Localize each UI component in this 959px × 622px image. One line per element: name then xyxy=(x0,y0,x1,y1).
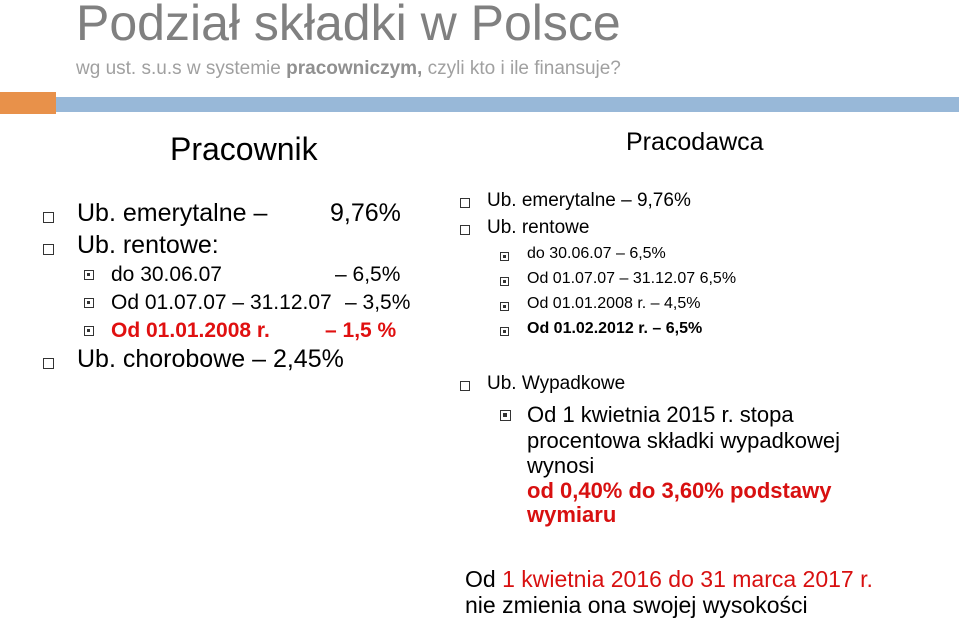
pracodawca-heading: Pracodawca xyxy=(626,128,764,156)
accent-bar-orange xyxy=(0,92,56,114)
sub-bullet-icon xyxy=(84,270,94,280)
bottom-note-highlight: 1 kwietnia 2016 do 31 marca 2017 r. xyxy=(502,566,873,592)
bottom-note-line-2: nie zmienia ona swojej wysokości xyxy=(465,592,808,618)
right-item-emerytalne: Ub. emerytalne – 9,76% xyxy=(487,190,691,211)
pracownik-heading: Pracownik xyxy=(170,131,318,167)
sub-bullet-icon xyxy=(500,410,511,421)
sub-bullet-icon xyxy=(500,277,509,286)
right-sub-4: Od 01.02.2012 r. – 6,5% xyxy=(527,320,703,337)
square-bullet-icon xyxy=(43,358,54,369)
sub-bullet-icon xyxy=(500,252,509,261)
sub-bullet-icon xyxy=(84,326,94,336)
left-item-emerytalne-value: 9,76% xyxy=(330,199,401,227)
left-sub-label-2: Od 01.07.07 – 31.12.07 xyxy=(111,291,332,314)
right-item-rentowe: Ub. rentowe xyxy=(487,217,590,238)
left-sub-label-3: Od 01.01.2008 r. xyxy=(111,319,270,342)
page-title: Podział składki w Polsce xyxy=(76,0,621,51)
left-sub-value-3: – 1,5 % xyxy=(325,319,397,342)
wypadkowe-line-2: procentowa składki wypadkowej xyxy=(527,428,841,453)
square-bullet-icon xyxy=(460,198,470,208)
wypadkowe-line-5: wymiaru xyxy=(527,502,617,527)
wypadkowe-line-1: Od 1 kwietnia 2015 r. stopa xyxy=(527,402,794,427)
left-item-rentowe: Ub. rentowe: xyxy=(77,231,219,259)
wypadkowe-line-3: wynosi xyxy=(527,453,595,478)
right-item-wypadkowe: Ub. Wypadkowe xyxy=(487,373,626,394)
left-item-chorobowe: Ub. chorobowe – 2,45% xyxy=(77,345,344,373)
right-sub-1: do 30.06.07 – 6,5% xyxy=(527,245,666,262)
square-bullet-icon xyxy=(43,212,54,223)
left-sub-value-1: – 6,5% xyxy=(335,263,401,286)
subtitle-post: czyli kto i ile finansuje? xyxy=(422,58,621,79)
square-bullet-icon xyxy=(460,381,470,391)
accent-bar-blue xyxy=(56,97,959,112)
bottom-note-line-1 xyxy=(465,566,873,593)
left-sub-label-1: do 30.06.07 xyxy=(111,263,222,286)
subtitle-pre: wg ust. s.u.s w systemie xyxy=(76,58,287,79)
subtitle-bold: pracowniczym, xyxy=(286,58,423,79)
sub-bullet-icon xyxy=(84,298,94,308)
left-item-emerytalne: Ub. emerytalne – xyxy=(77,199,268,227)
sub-bullet-icon xyxy=(500,302,509,311)
bottom-note-pre: Od xyxy=(465,566,503,592)
square-bullet-icon xyxy=(43,244,54,255)
right-sub-2: Od 01.07.07 – 31.12.07 6,5% xyxy=(527,270,737,287)
page-subtitle xyxy=(76,58,621,80)
left-sub-value-2: – 3,5% xyxy=(345,291,411,314)
wypadkowe-line-4: od 0,40% do 3,60% podstawy xyxy=(527,478,832,503)
sub-bullet-icon xyxy=(500,327,509,336)
right-sub-3: Od 01.01.2008 r. – 4,5% xyxy=(527,295,701,312)
square-bullet-icon xyxy=(460,225,470,235)
